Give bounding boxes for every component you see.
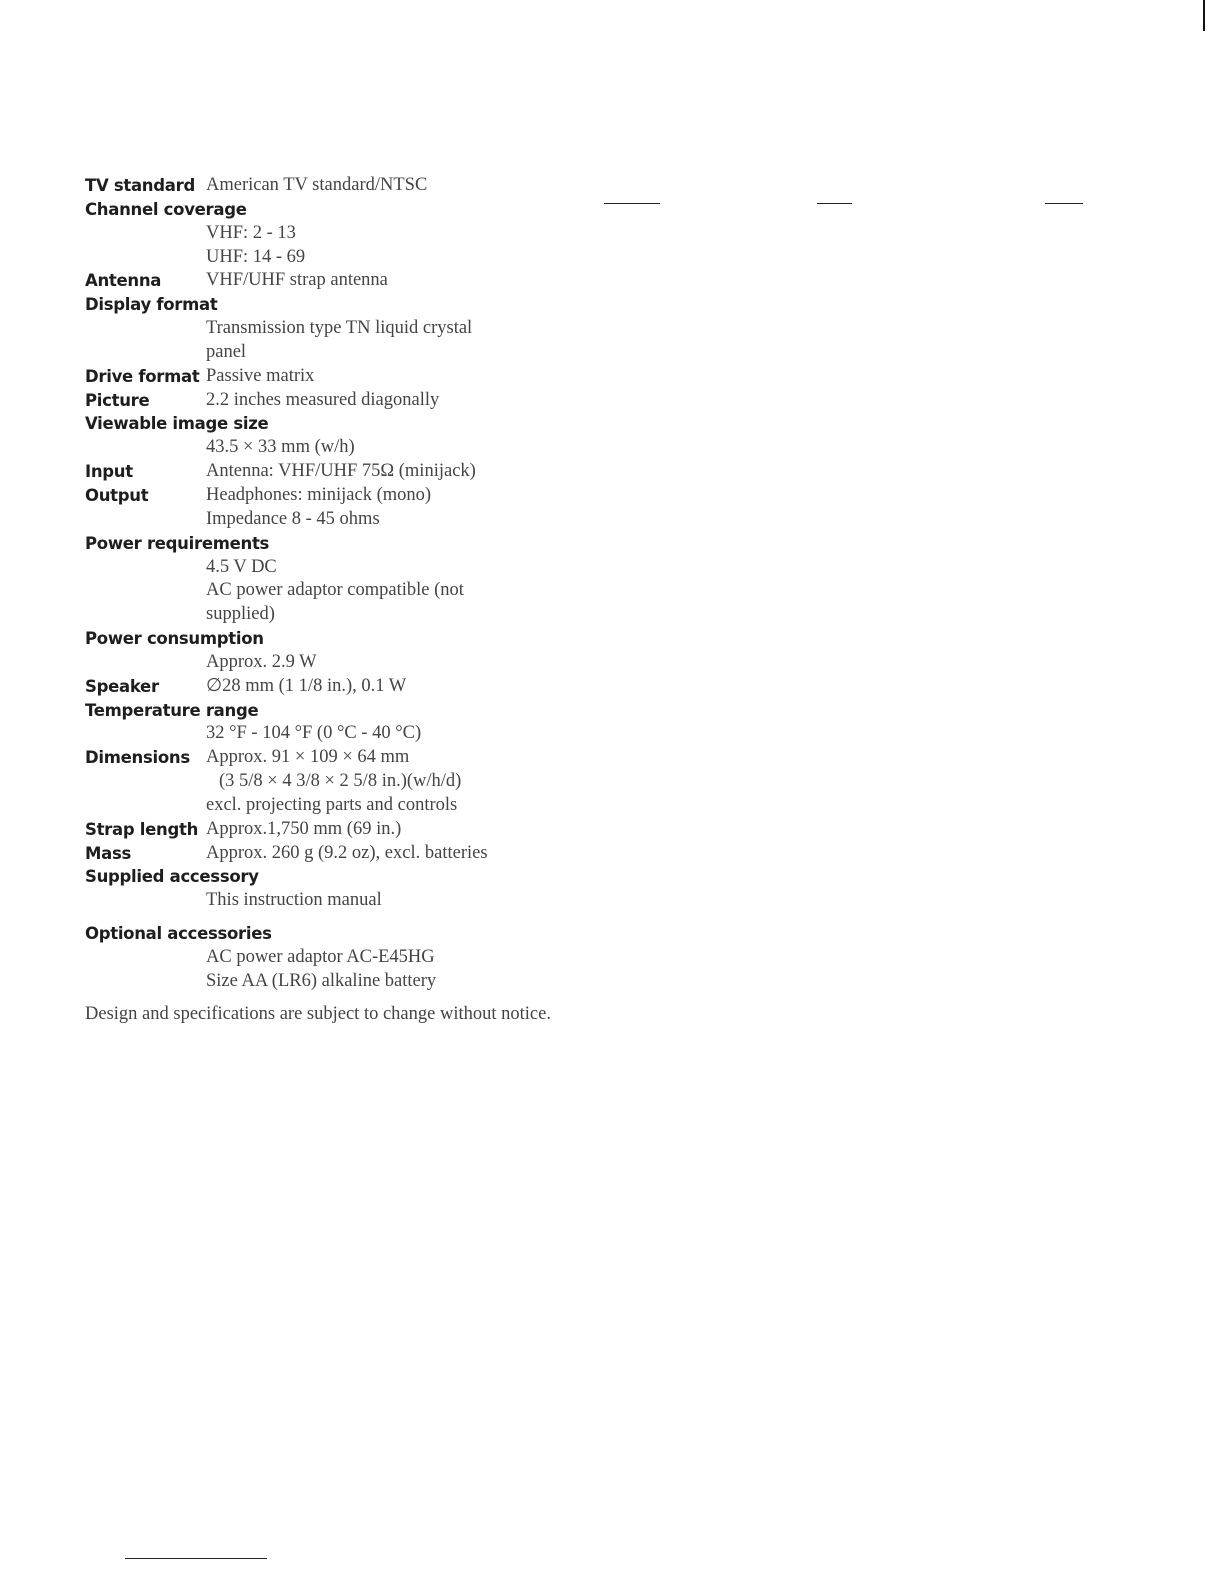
spec-value: Transmission type TN liquid crystal (206, 318, 473, 339)
spec-row (85, 246, 565, 270)
spec-row (85, 556, 565, 580)
spec-row (85, 627, 565, 651)
page-edge-bar (1203, 0, 1205, 31)
spec-row (85, 317, 565, 341)
spec-value: AC power adaptor AC-E45HG (206, 947, 435, 967)
optional-accessories-rows (85, 922, 565, 994)
spec-value: UHF: 14 - 69 (206, 246, 306, 267)
spec-row (85, 970, 565, 994)
spec-value: 4.5 V DC (206, 556, 277, 577)
spec-row (85, 699, 565, 723)
spec-value: VHF/UHF strap antenna (206, 270, 388, 291)
spec-value: panel (206, 341, 247, 362)
spec-row (85, 532, 565, 556)
spec-row (85, 794, 565, 818)
spec-row (85, 341, 565, 365)
spec-value: This instruction manual (206, 890, 382, 911)
spec-value: Approx.1,750 mm (69 in.) (206, 818, 402, 839)
spec-row (85, 818, 565, 842)
spec-row (85, 746, 565, 770)
spec-value: Impedance 8 - 45 ohms (206, 508, 380, 529)
spec-row (85, 222, 565, 246)
spec-label: Mass (85, 843, 131, 863)
spec-value: VHF: 2 - 13 (206, 222, 296, 243)
specifications-list (85, 174, 565, 994)
spec-rows (85, 174, 565, 913)
spec-row (85, 722, 565, 746)
spec-row (85, 198, 565, 222)
spec-value: 32 °F - 104 °F (0 °C - 40 °C) (206, 723, 422, 744)
spec-value: AC power adaptor compatible (not (206, 580, 464, 601)
spec-value: Headphones: minijack (mono) (206, 484, 432, 505)
spec-label: Strap length (85, 819, 199, 839)
footer-rule (125, 1558, 267, 1559)
spec-label: Power requirements (85, 533, 270, 553)
spec-row (85, 922, 565, 946)
spec-label: Temperature range (85, 700, 259, 720)
spec-label: Output (85, 485, 149, 505)
header-rule-2 (817, 203, 852, 204)
spec-row (85, 842, 565, 866)
header-rule-1 (604, 203, 660, 204)
spec-row (85, 889, 565, 913)
spec-row (85, 603, 565, 627)
spec-row (85, 269, 565, 293)
spec-value: ∅28 mm (1 1/8 in.), 0.1 W (206, 675, 407, 696)
spec-label: Speaker (85, 676, 159, 696)
spec-value: 43.5 × 33 mm (w/h) (206, 437, 355, 458)
spec-row (85, 865, 565, 889)
spec-label: Channel coverage (85, 199, 247, 219)
spec-row (85, 484, 565, 508)
spec-label: Input (85, 462, 133, 482)
spec-row (85, 675, 565, 699)
spec-row (85, 579, 565, 603)
spec-value: Size AA (LR6) alkaline battery (206, 970, 437, 991)
spec-row (85, 770, 565, 794)
section-gap (85, 913, 565, 922)
spec-value: Approx. 91 × 109 × 64 mm (206, 747, 410, 768)
spec-row (85, 460, 565, 484)
spec-row (85, 412, 565, 436)
spec-label: Viewable image size (85, 414, 269, 434)
spec-label: Drive format (85, 366, 200, 386)
spec-label: Supplied accessory (85, 867, 259, 887)
disclaimer-note: Design and specifications are subject to change without notice. (85, 1004, 551, 1024)
spec-row (85, 946, 565, 970)
spec-value: Antenna: VHF/UHF 75Ω (minijack) (206, 461, 476, 482)
spec-row (85, 651, 565, 675)
spec-value: Passive matrix (206, 365, 315, 386)
spec-label: Display format (85, 295, 218, 315)
spec-value: excl. projecting parts and controls (206, 794, 458, 815)
spec-label: Power consumption (85, 629, 264, 649)
spec-label: Dimensions (85, 748, 190, 768)
spec-value: supplied) (206, 604, 275, 625)
spec-row (85, 293, 565, 317)
spec-value: (3 5/8 × 4 3/8 × 2 5/8 in.)(w/h/d) (219, 771, 462, 792)
spec-row (85, 436, 565, 460)
spec-label: Antenna (85, 271, 162, 291)
spec-value: 2.2 inches measured diagonally (206, 389, 440, 410)
spec-value: Approx. 2.9 W (206, 651, 317, 672)
spec-label: TV standard (85, 176, 195, 195)
spec-value: Approx. 260 g (9.2 oz), excl. batteries (206, 842, 488, 863)
spec-label: Optional accessories (85, 924, 272, 944)
spec-row (85, 389, 565, 413)
spec-row (85, 365, 565, 389)
spec-label: Picture (85, 390, 150, 410)
spec-row (85, 508, 565, 532)
spec-row (85, 174, 565, 198)
header-rule-3 (1045, 203, 1083, 204)
spec-value: American TV standard/NTSC (206, 175, 428, 195)
